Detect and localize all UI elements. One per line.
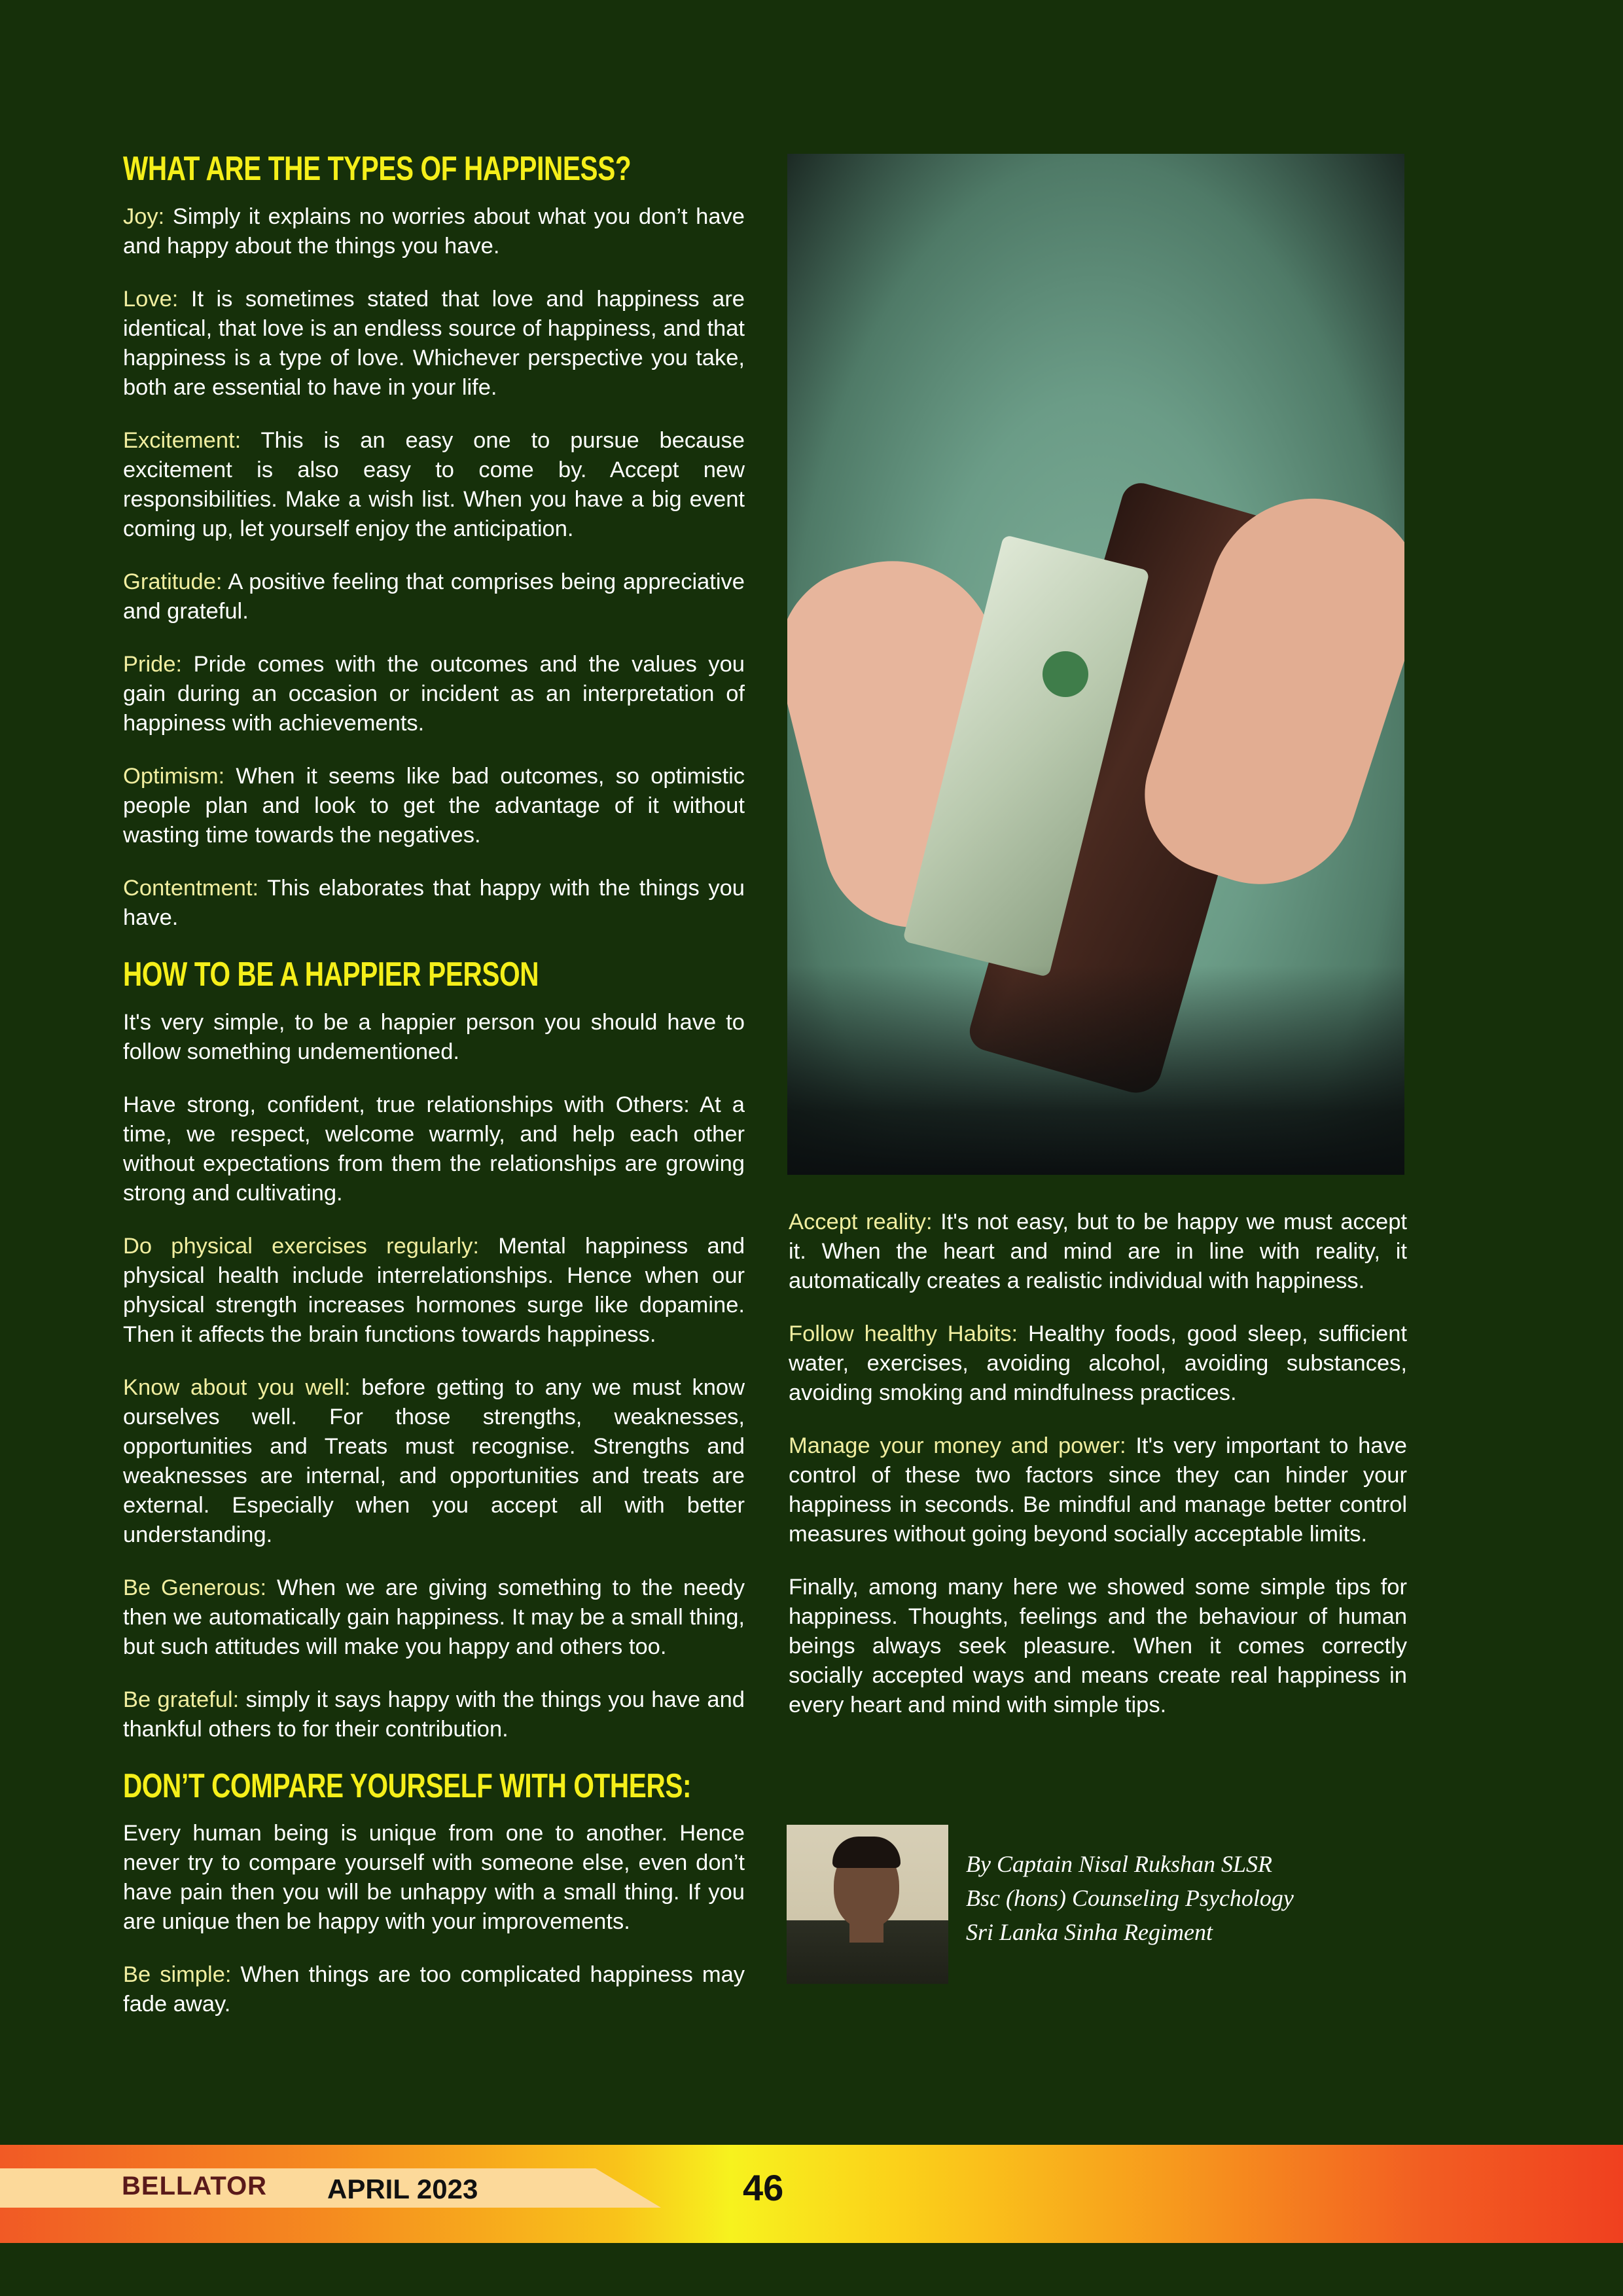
paragraph-relationships: Have strong, confident, true relationships with Others: At a time, we respect, welcome warmly, and help each other without expectations from them the relationships are growing strong and cultivating. bbox=[123, 1092, 745, 1206]
term-love: Love: bbox=[123, 287, 179, 312]
paragraph-know-yourself bbox=[123, 1373, 745, 1550]
text-pride: Pride comes with the outcomes and the values you gain during an occasion or incident as an interpretation of happiness with achievements. bbox=[123, 652, 745, 736]
byline-regiment: Sri Lanka Sinha Regiment bbox=[966, 1919, 1213, 1945]
term-know-yourself: Know about you well: bbox=[123, 1375, 351, 1401]
author-byline bbox=[966, 1847, 1372, 1949]
banknote-seal-shape bbox=[1043, 651, 1088, 697]
byline-name: By Captain Nisal Rukshan SLSR bbox=[966, 1851, 1272, 1877]
term-excitement: Excitement: bbox=[123, 428, 241, 454]
term-healthy-habits: Follow healthy Habits: bbox=[789, 1321, 1018, 1346]
text-accept-reality: It's not easy, but to be happy we must accept it. When the heart and mind are in line with reality, it automatically creates a realistic individual with happiness. bbox=[789, 1210, 1407, 1293]
term-be-grateful: Be grateful: bbox=[123, 1687, 240, 1713]
term-accept-reality: Accept reality: bbox=[789, 1210, 933, 1234]
wallet-photo bbox=[787, 154, 1404, 1175]
author-portrait bbox=[787, 1825, 948, 1984]
term-money-power: Manage your money and power: bbox=[789, 1433, 1126, 1458]
paragraph-be-grateful bbox=[123, 1685, 745, 1744]
magazine-name: BELLATOR bbox=[122, 2172, 268, 2200]
paragraph-be-generous bbox=[123, 1573, 745, 1662]
text-be-grateful: simply it says happy with the things you have and thankful others to for their contribution. bbox=[123, 1687, 745, 1742]
term-contentment: Contentment: bbox=[123, 876, 259, 901]
paragraph-money-power bbox=[789, 1431, 1407, 1549]
paragraph-accept-reality bbox=[789, 1208, 1407, 1296]
paragraph-healthy-habits bbox=[789, 1319, 1407, 1408]
text-gratitude: A positive feeling that comprises being appreciative and grateful. bbox=[123, 569, 745, 624]
photo-shadow bbox=[787, 965, 1404, 1175]
paragraph-be-simple bbox=[123, 1960, 745, 2019]
byline-degree: Bsc (hons) Counseling Psychology bbox=[966, 1885, 1294, 1911]
text-money-power: It's very important to have control of these two factors since they can hinder your happiness in seconds. Be mindful and manage better control measures without going beyond socially acceptable limits. bbox=[789, 1433, 1407, 1547]
paragraph-finally: Finally, among many here we showed some simple tips for happiness. Thoughts, feelings and the behaviour of human beings always seek pleasure. When it comes correctly socially accepted ways and means create real happiness in every heart and mind with simple tips. bbox=[789, 1575, 1407, 1717]
paragraph-unique: Every human being is unique from one to another. Hence never try to compare yourself with someone else, even don’t have pain then you will be unhappy with a small thing. If you are unique then be happy with your improvements. bbox=[123, 1820, 745, 1934]
term-physical-exercise: Do physical exercises regularly: bbox=[123, 1234, 479, 1259]
paragraph-happier-intro: It's very simple, to be a happier person you should have to follow something undementioned. bbox=[123, 1010, 745, 1065]
paragraph-physical-exercise bbox=[123, 1232, 745, 1350]
section-heading-dont-compare: DON’T COMPARE YOURSELF WITH OTHERS: bbox=[123, 1767, 692, 1806]
section-heading-types: WHAT ARE THE TYPES OF HAPPINESS? bbox=[123, 150, 632, 188]
right-column bbox=[789, 1208, 1407, 1744]
text-be-simple: When things are too complicated happiness may fade away. bbox=[123, 1962, 745, 2017]
text-contentment: This elaborates that happy with the things you have. bbox=[123, 876, 745, 931]
page-number: 46 bbox=[743, 2167, 784, 2208]
paragraph-love bbox=[123, 285, 745, 403]
paragraph-contentment bbox=[123, 874, 745, 933]
text-joy: Simply it explains no worries about what you don’t have and happy about the things you have. bbox=[123, 204, 745, 259]
paragraph-joy bbox=[123, 202, 745, 261]
section-heading-happier-person: HOW TO BE A HAPPIER PERSON bbox=[123, 956, 539, 994]
term-pride: Pride: bbox=[123, 652, 183, 677]
author-neck-shape bbox=[849, 1923, 883, 1943]
term-joy: Joy: bbox=[123, 204, 165, 230]
text-love: It is sometimes stated that love and happiness are identical, that love is an endless source of happiness, and that happiness is a type of love. Whichever perspective you take, both are essential to have in your life. bbox=[123, 287, 745, 401]
text-excitement: This is an easy one to pursue because excitement is also easy to come by. Accept new responsibilities. Make a wish list. When you have a big event coming up, let yourself enjoy the anticipation. bbox=[123, 428, 745, 542]
term-be-generous: Be Generous: bbox=[123, 1575, 267, 1601]
text-healthy-habits: Healthy foods, good sleep, sufficient water, exercises, avoiding alcohol, avoiding substances, avoiding smoking and mindfulness practices. bbox=[789, 1321, 1407, 1405]
paragraph-excitement bbox=[123, 426, 745, 544]
issue-date: APRIL 2023 bbox=[327, 2174, 478, 2204]
text-know-yourself: before getting to any we must know ourselves well. For those strengths, weaknesses, opportunities and Treats must recognise. Strengths and weaknesses are internal, and opportunities and treats are external. Especially when you accept all with better understanding. bbox=[123, 1375, 745, 1548]
term-gratitude: Gratitude: bbox=[123, 569, 223, 595]
text-physical-exercise: Mental happiness and physical health include interrelationships. Hence when our physical strength increases hormones surge like dopamine. Then it affects the brain functions towards happiness. bbox=[123, 1234, 745, 1348]
term-optimism: Optimism: bbox=[123, 764, 225, 789]
author-hair-shape bbox=[832, 1837, 901, 1868]
paragraph-pride bbox=[123, 650, 745, 738]
left-column bbox=[123, 151, 745, 2043]
paragraph-gratitude bbox=[123, 567, 745, 626]
term-be-simple: Be simple: bbox=[123, 1962, 232, 1987]
text-optimism: When it seems like bad outcomes, so optimistic people plan and look to get the advantage of it without wasting time towards the negatives. bbox=[123, 764, 745, 848]
text-be-generous: When we are giving something to the needy then we automatically gain happiness. It may be a small thing, but such attitudes will make you happy and others too. bbox=[123, 1575, 745, 1660]
paragraph-optimism bbox=[123, 762, 745, 850]
